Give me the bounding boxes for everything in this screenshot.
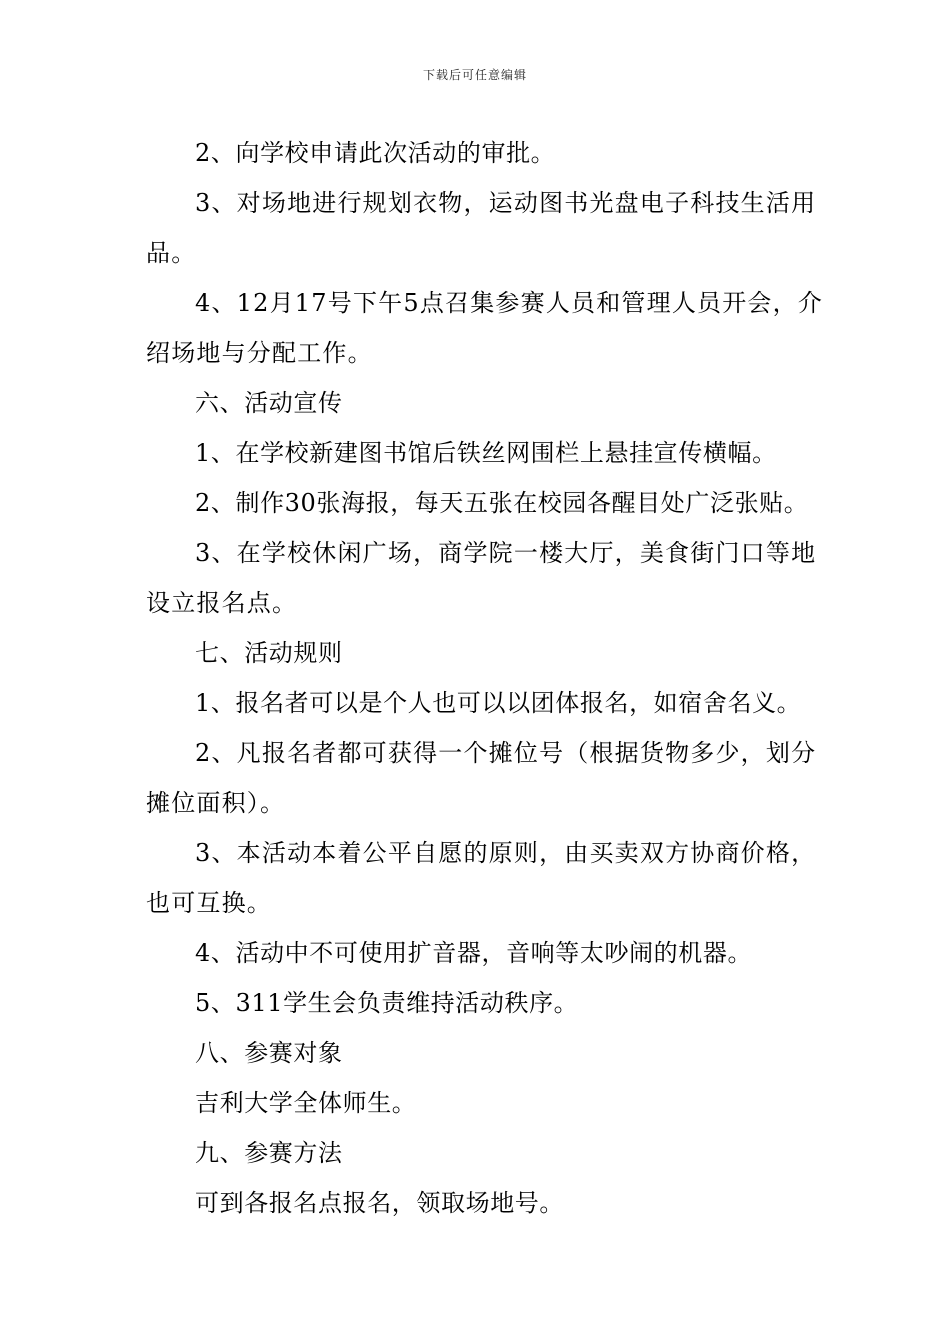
header-note: 下载后可任意编辑 <box>422 68 527 82</box>
paragraph-publicity-1: 1、在学校新建图书馆后铁丝网围栏上悬挂宣传横幅。 <box>195 439 777 467</box>
paragraph-participants: 吉利大学全体师生。 <box>195 1089 417 1117</box>
paragraph-rule-1: 1、报名者可以是个人也可以以团体报名，如宿舍名义。 <box>195 689 802 717</box>
paragraph-publicity-3: 3、在学校休闲广场，商学院一楼大厅，美食街门口等地设立报名点。 <box>146 539 817 617</box>
section-heading-seven: 七、活动规则 <box>195 639 343 667</box>
section-heading-eight: 八、参赛对象 <box>195 1039 343 1067</box>
document-body <box>146 128 836 1228</box>
section-heading-nine: 九、参赛方法 <box>195 1139 343 1167</box>
paragraph-rule-2: 2、凡报名者都可获得一个摊位号（根据货物多少，划分摊位面积）。 <box>146 739 817 817</box>
paragraph-item-3: 3、对场地进行规划衣物，运动图书光盘电子科技生活用品。 <box>146 189 817 267</box>
paragraph-item-4: 4、12月17号下午5点召集参赛人员和管理人员开会，介绍场地与分配工作。 <box>146 289 824 367</box>
paragraph-publicity-2: 2、制作30张海报，每天五张在校园各醒目处广泛张贴。 <box>195 489 809 517</box>
section-heading-six: 六、活动宣传 <box>195 389 343 417</box>
paragraph-item-2: 2、向学校申请此次活动的审批。 <box>195 139 556 167</box>
paragraph-rule-3: 3、本活动本着公平自愿的原则，由买卖双方协商价格，也可互换。 <box>146 839 817 917</box>
paragraph-rule-4: 4、活动中不可使用扩音器，音响等太吵闹的机器。 <box>195 939 753 967</box>
paragraph-method: 可到各报名点报名，领取场地号。 <box>195 1189 564 1217</box>
paragraph-rule-5: 5、311学生会负责维持活动秩序。 <box>195 989 579 1017</box>
